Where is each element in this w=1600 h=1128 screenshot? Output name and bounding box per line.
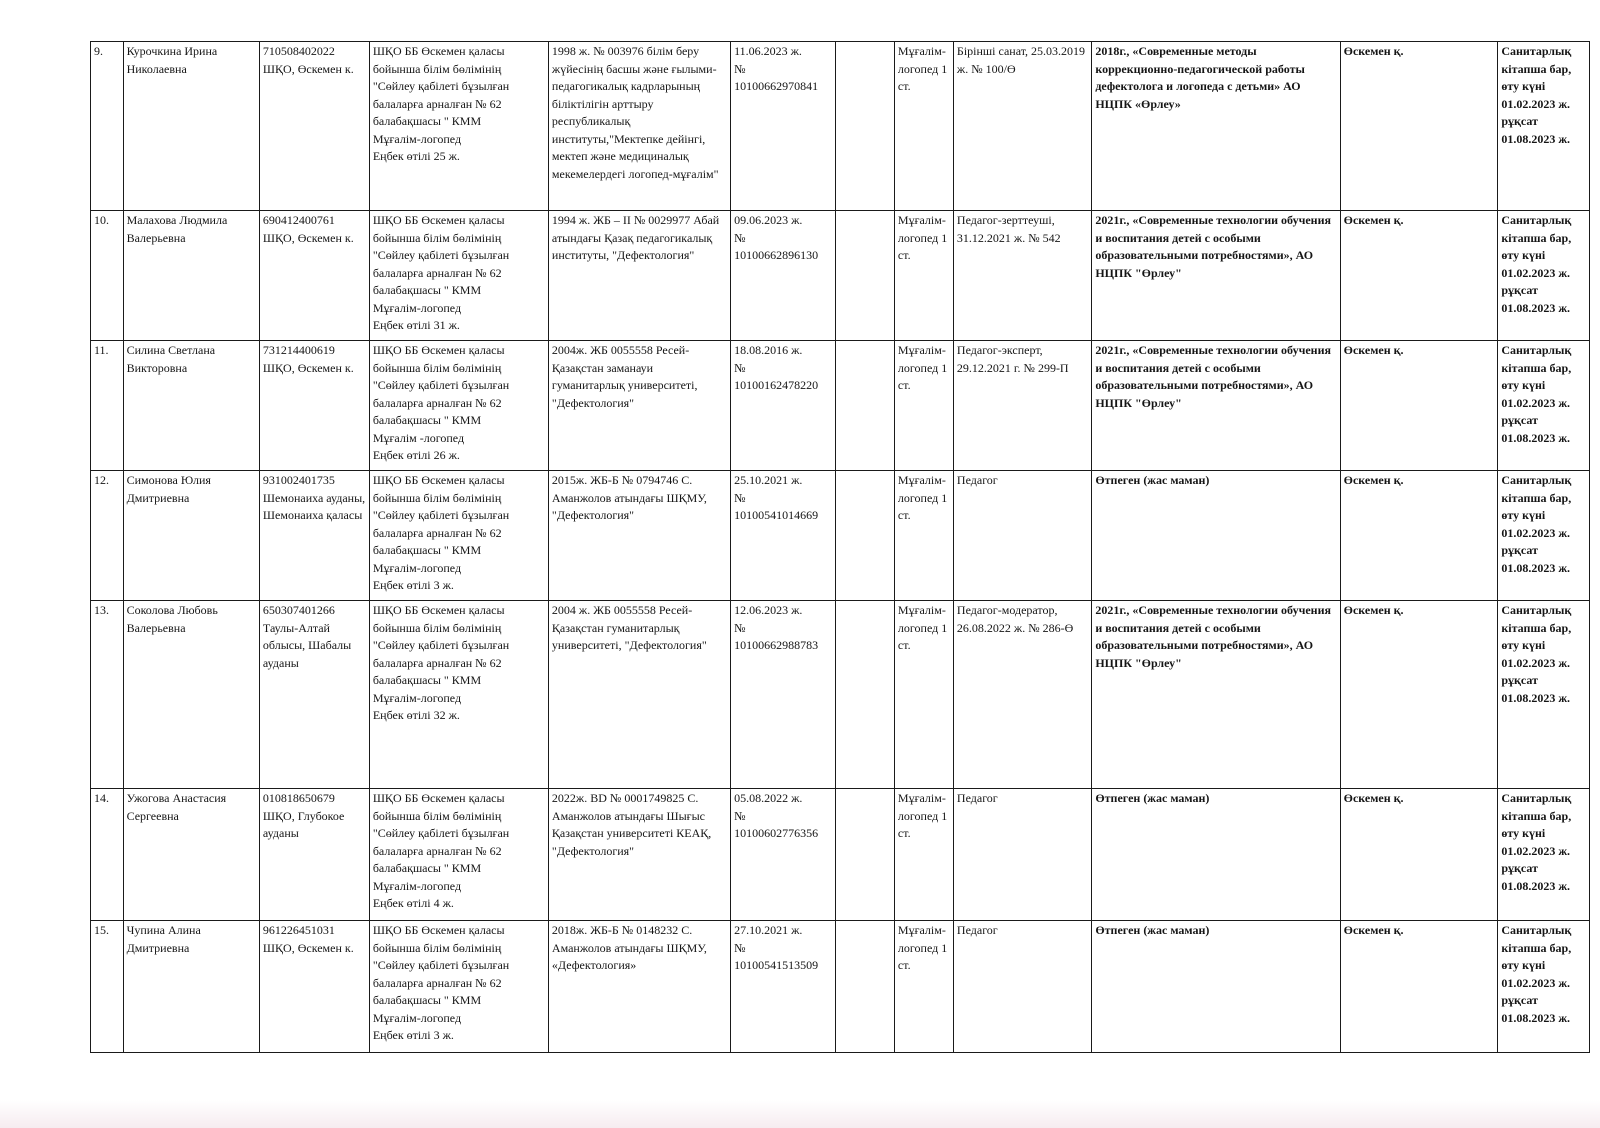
blank-cell [835, 601, 894, 789]
full-name: Чупина Алина Дмитриевна [126, 923, 201, 955]
certificate-number-label: № [734, 61, 746, 76]
courses-cell [1092, 341, 1340, 471]
workplace: ШҚО ББ Өскемен қаласы бойынша білім бөлімінің "Сөйлеу қабілеті бұзылған балаларға арналған № 62 балабақшасы " КММ [372, 343, 510, 427]
position-title: Мұғалім-логопед [372, 300, 462, 315]
certificate-date: 09.06.2023 ж. [734, 213, 803, 227]
workplace-cell [369, 341, 548, 471]
education: 2015ж. ЖБ-Б № 0794746 С. Аманжолов атындағы ШҚМУ, "Дефектология" [551, 473, 707, 522]
certificate-number-label: № [734, 808, 746, 823]
workplace: ШҚО ББ Өскемен қаласы бойынша білім бөлімінің "Сөйлеу қабілеті бұзылған балаларға арналған № 62 балабақшасы " КММ [372, 791, 510, 875]
full-name-cell [123, 341, 259, 471]
sanitary-book: Санитарлық кітапша бар, өту күні 01.02.2023 ж. рұқсат 01.08.2023 ж. [1501, 213, 1572, 315]
education: 1998 ж. № 003976 білім беру жүйесінің басшы және ғылыми-педагогикалық кадрларының біліктілігін арттыру республикалық институты,"Мектепке дейінгі, мектеп және медициналық мекемелердегі логопед-мұғалім" [551, 44, 719, 181]
workplace-cell [369, 921, 548, 1053]
certificate-cell [731, 211, 836, 341]
iin: 010818650679 [262, 791, 335, 805]
sanitary-book: Санитарлық кітапша бар, өту күні 01.02.2023 ж. рұқсат 01.08.2023 ж. [1501, 473, 1572, 575]
birthplace: ШҚО, Өскемен к. [262, 61, 354, 76]
workplace-cell [369, 471, 548, 601]
category-cell [953, 211, 1091, 341]
full-name: Соколова Любовь Валерьевна [126, 603, 218, 635]
workplace: ШҚО ББ Өскемен қаласы бойынша білім бөлімінің "Сөйлеу қабілеті бұзылған балаларға арналған № 62 балабақшасы " КММ [372, 603, 510, 687]
sanitary-book: Санитарлық кітапша бар, өту күні 01.02.2023 ж. рұқсат 01.08.2023 ж. [1501, 603, 1572, 705]
certificate-date: 05.08.2022 ж. [734, 791, 803, 805]
post-cell [894, 789, 953, 921]
qualification-category: Педагог [956, 791, 998, 805]
qualification-category: Педагог [956, 923, 998, 937]
table-row [91, 341, 1590, 471]
full-name-cell [123, 921, 259, 1053]
sanitary-book: Санитарлық кітапша бар, өту күні 01.02.2023 ж. рұқсат 01.08.2023 ж. [1501, 44, 1572, 146]
iin-birthplace-cell [259, 789, 369, 921]
workplace: ШҚО ББ Өскемен қаласы бойынша білім бөлімінің "Сөйлеу қабілеті бұзылған балаларға арналған № 62 балабақшасы " КММ [372, 473, 510, 557]
post: Мұғалім-логопед 1 ст. [897, 44, 948, 93]
iin: 961226451031 [262, 923, 335, 937]
certificate-cell [731, 341, 836, 471]
city: Өскемен қ. [1343, 791, 1404, 805]
sanitary-book: Санитарлық кітапша бар, өту күні 01.02.2023 ж. рұқсат 01.08.2023 ж. [1501, 791, 1572, 893]
iin: 690412400761 [262, 213, 335, 227]
city: Өскемен қ. [1343, 923, 1404, 937]
sanitary-cell [1498, 921, 1590, 1053]
work-experience: Еңбек өтілі 3 ж. [372, 578, 454, 592]
sanitary-cell [1498, 42, 1590, 211]
staff-table [90, 41, 1590, 1053]
full-name: Ужогова Анастасия Сергеевна [126, 791, 227, 823]
category-cell [953, 921, 1091, 1053]
position-title: Мұғалім-логопед [372, 690, 462, 705]
post-cell [894, 921, 953, 1053]
row-number: 10. [94, 213, 109, 227]
education-cell [548, 789, 730, 921]
row-number-cell [91, 211, 124, 341]
certificate-number: 10100541513509 [734, 958, 819, 972]
full-name-cell [123, 471, 259, 601]
certificate-number: 10100662988783 [734, 638, 819, 652]
birthplace: ШҚО, Өскемен к. [262, 230, 354, 245]
iin-birthplace-cell [259, 921, 369, 1053]
qualification-category: Педагог-модератор, 26.08.2022 ж. № 286-Ө [956, 603, 1074, 635]
courses-cell [1092, 42, 1340, 211]
certificate-cell [731, 42, 836, 211]
post: Мұғалім-логопед 1 ст. [897, 791, 948, 840]
certificate-number-label: № [734, 230, 746, 245]
post: Мұғалім-логопед 1 ст. [897, 473, 948, 522]
training-courses: 2021г., «Современные технологии обучения и воспитания детей с особыми образовательными потребностями», АО НЦПК "Өрлеу" [1095, 603, 1331, 670]
workplace-cell [369, 211, 548, 341]
full-name: Малахова Людмила Валерьевна [126, 213, 228, 245]
birthplace: ШҚО, Глубокое ауданы [262, 808, 345, 840]
row-number: 12. [94, 473, 109, 487]
certificate-number: 10100162478220 [734, 378, 819, 392]
education-cell [548, 42, 730, 211]
workplace-cell [369, 42, 548, 211]
workplace: ШҚО ББ Өскемен қаласы бойынша білім бөлімінің "Сөйлеу қабілеті бұзылған балаларға арналған № 62 балабақшасы " КММ [372, 213, 510, 297]
sanitary-cell [1498, 601, 1590, 789]
education: 2004ж. ЖБ 0055558 Ресей-Қазақстан заманауи гуманитарлық университеті, "Дефектология" [551, 343, 698, 410]
qualification-category: Педагог-эксперт, 29.12.2021 г. № 299-П [956, 343, 1069, 375]
certificate-number: 10100541014669 [734, 508, 819, 522]
position-title: Мұғалім-логопед [372, 1010, 462, 1025]
full-name-cell [123, 789, 259, 921]
iin: 931002401735 [262, 473, 335, 487]
training-courses: Өтпеген (жас маман) [1095, 473, 1210, 487]
table-row [91, 471, 1590, 601]
birthplace: ШҚО, Өскемен к. [262, 940, 354, 955]
post-cell [894, 341, 953, 471]
city: Өскемен қ. [1343, 603, 1404, 617]
education-cell [548, 341, 730, 471]
post-cell [894, 42, 953, 211]
full-name: Курочкина Ирина Николаевна [126, 44, 218, 76]
row-number: 13. [94, 603, 109, 617]
workplace: ШҚО ББ Өскемен қаласы бойынша білім бөлімінің "Сөйлеу қабілеті бұзылған балаларға арналған № 62 балабақшасы " КММ [372, 923, 510, 1007]
workplace: ШҚО ББ Өскемен қаласы бойынша білім бөлімінің "Сөйлеу қабілеті бұзылған балаларға арналған № 62 балабақшасы " КММ [372, 44, 510, 128]
post: Мұғалім-логопед 1 ст. [897, 213, 948, 262]
training-courses: Өтпеген (жас маман) [1095, 923, 1210, 937]
full-name-cell [123, 601, 259, 789]
blank-cell [835, 471, 894, 601]
city-cell [1340, 789, 1498, 921]
city: Өскемен қ. [1343, 343, 1404, 357]
iin: 731214400619 [262, 343, 335, 357]
certificate-number-label: № [734, 940, 746, 955]
education: 2004 ж. ЖБ 0055558 Ресей-Қазақстан гуманитарлық университеті, "Дефектология" [551, 603, 707, 652]
certificate-number-label: № [734, 620, 746, 635]
birthplace: ШҚО, Өскемен к. [262, 360, 354, 375]
work-experience: Еңбек өтілі 4 ж. [372, 896, 454, 910]
work-experience: Еңбек өтілі 3 ж. [372, 1028, 454, 1042]
table-row [91, 601, 1590, 789]
sanitary-book: Санитарлық кітапша бар, өту күні 01.02.2023 ж. рұқсат 01.08.2023 ж. [1501, 343, 1572, 445]
courses-cell [1092, 921, 1340, 1053]
workplace-cell [369, 789, 548, 921]
city: Өскемен қ. [1343, 213, 1404, 227]
certificate-date: 27.10.2021 ж. [734, 923, 803, 937]
certificate-date: 11.06.2023 ж. [734, 44, 802, 58]
iin-birthplace-cell [259, 471, 369, 601]
city-cell [1340, 341, 1498, 471]
birthplace: Таулы-Алтай облысы, Шабалы ауданы [262, 620, 352, 670]
courses-cell [1092, 601, 1340, 789]
education: 2018ж. ЖБ-Б № 0148232 С. Аманжолов атындағы ШҚМУ, «Дефектология» [551, 923, 707, 972]
certificate-number-label: № [734, 360, 746, 375]
qualification-category: Педагог [956, 473, 998, 487]
post: Мұғалім-логопед 1 ст. [897, 923, 948, 972]
work-experience: Еңбек өтілі 26 ж. [372, 448, 460, 462]
row-number: 11. [94, 343, 109, 357]
city-cell [1340, 921, 1498, 1053]
training-courses: Өтпеген (жас маман) [1095, 791, 1210, 805]
iin-birthplace-cell [259, 211, 369, 341]
blank-cell [835, 341, 894, 471]
certificate-cell [731, 921, 836, 1053]
iin: 650307401266 [262, 603, 335, 617]
training-courses: 2021г., «Современные технологии обучения и воспитания детей с особыми образовательными потребностями», АО НЦПК "Өрлеу" [1095, 213, 1331, 280]
certificate-date: 25.10.2021 ж. [734, 473, 803, 487]
row-number-cell [91, 42, 124, 211]
city-cell [1340, 601, 1498, 789]
post: Мұғалім-логопед 1 ст. [897, 603, 948, 652]
training-courses: 2018г., «Современные методы коррекционно-педагогической работы дефектолога и логопеда с детьми» АО НЦПК «Өрлеу» [1095, 44, 1305, 111]
category-cell [953, 789, 1091, 921]
education-cell [548, 601, 730, 789]
row-number: 14. [94, 791, 109, 805]
position-title: Мұғалім-логопед [372, 878, 462, 893]
iin-birthplace-cell [259, 42, 369, 211]
city: Өскемен қ. [1343, 44, 1404, 58]
post-cell [894, 211, 953, 341]
courses-cell [1092, 789, 1340, 921]
work-experience: Еңбек өтілі 32 ж. [372, 708, 460, 722]
full-name-cell [123, 42, 259, 211]
post-cell [894, 601, 953, 789]
courses-cell [1092, 211, 1340, 341]
certificate-number: 10100602776356 [734, 826, 819, 840]
position-title: Мұғалім-логопед [372, 560, 462, 575]
category-cell [953, 601, 1091, 789]
qualification-category: Бірінші санат, 25.03.2019 ж. № 100/Ө [956, 44, 1086, 76]
work-experience: Еңбек өтілі 25 ж. [372, 149, 460, 163]
certificate-number: 10100662896130 [734, 248, 819, 262]
category-cell [953, 42, 1091, 211]
sanitary-cell [1498, 471, 1590, 601]
training-courses: 2021г., «Современные технологии обучения и воспитания детей с особыми образовательными потребностями», АО НЦПК "Өрлеу" [1095, 343, 1331, 410]
table-body [91, 42, 1590, 1053]
row-number-cell [91, 341, 124, 471]
sanitary-cell [1498, 341, 1590, 471]
iin-birthplace-cell [259, 601, 369, 789]
row-number-cell [91, 471, 124, 601]
certificate-date: 12.06.2023 ж. [734, 603, 803, 617]
education-cell [548, 211, 730, 341]
category-cell [953, 341, 1091, 471]
iin: 710508402022 [262, 44, 335, 58]
blank-cell [835, 42, 894, 211]
blank-cell [835, 789, 894, 921]
row-number-cell [91, 789, 124, 921]
row-number: 9. [94, 44, 103, 58]
city-cell [1340, 42, 1498, 211]
post-cell [894, 471, 953, 601]
table-row [91, 921, 1590, 1053]
certificate-cell [731, 789, 836, 921]
table-row [91, 211, 1590, 341]
workplace-cell [369, 601, 548, 789]
full-name: Силина Светлана Викторовна [126, 343, 216, 375]
sanitary-cell [1498, 789, 1590, 921]
city-cell [1340, 471, 1498, 601]
city: Өскемен қ. [1343, 473, 1404, 487]
row-number-cell [91, 601, 124, 789]
education: 2022ж. BD № 0001749825 С. Аманжолов атындағы Шығыс Қазақстан университеті КЕАҚ, "Дефектология" [551, 791, 712, 858]
sanitary-cell [1498, 211, 1590, 341]
city-cell [1340, 211, 1498, 341]
blank-cell [835, 211, 894, 341]
table-row [91, 42, 1590, 211]
education-cell [548, 471, 730, 601]
education: 1994 ж. ЖБ – II № 0029977 Абай атындағы Қазақ педагогикалық институты, "Дефектология" [551, 213, 720, 262]
certificate-cell [731, 601, 836, 789]
row-number: 15. [94, 923, 109, 937]
work-experience: Еңбек өтілі 31 ж. [372, 318, 460, 332]
post: Мұғалім-логопед 1 ст. [897, 343, 948, 392]
qualification-category: Педагог-зерттеуші, 31.12.2021 ж. № 542 [956, 213, 1061, 245]
certificate-date: 18.08.2016 ж. [734, 343, 803, 357]
education-cell [548, 921, 730, 1053]
position-title: Мұғалім -логопед [372, 430, 465, 445]
position-title: Мұғалім-логопед [372, 131, 462, 146]
full-name: Симонова Юлия Дмитриевна [126, 473, 211, 505]
courses-cell [1092, 471, 1340, 601]
iin-birthplace-cell [259, 341, 369, 471]
certificate-cell [731, 471, 836, 601]
row-number-cell [91, 921, 124, 1053]
full-name-cell [123, 211, 259, 341]
birthplace: Шемонаиха ауданы, Шемонаиха қаласы [262, 490, 366, 522]
certificate-number: 10100662970841 [734, 79, 819, 93]
category-cell [953, 471, 1091, 601]
table-row [91, 789, 1590, 921]
blank-cell [835, 921, 894, 1053]
sanitary-book: Санитарлық кітапша бар, өту күні 01.02.2023 ж. рұқсат 01.08.2023 ж. [1501, 923, 1572, 1025]
certificate-number-label: № [734, 490, 746, 505]
